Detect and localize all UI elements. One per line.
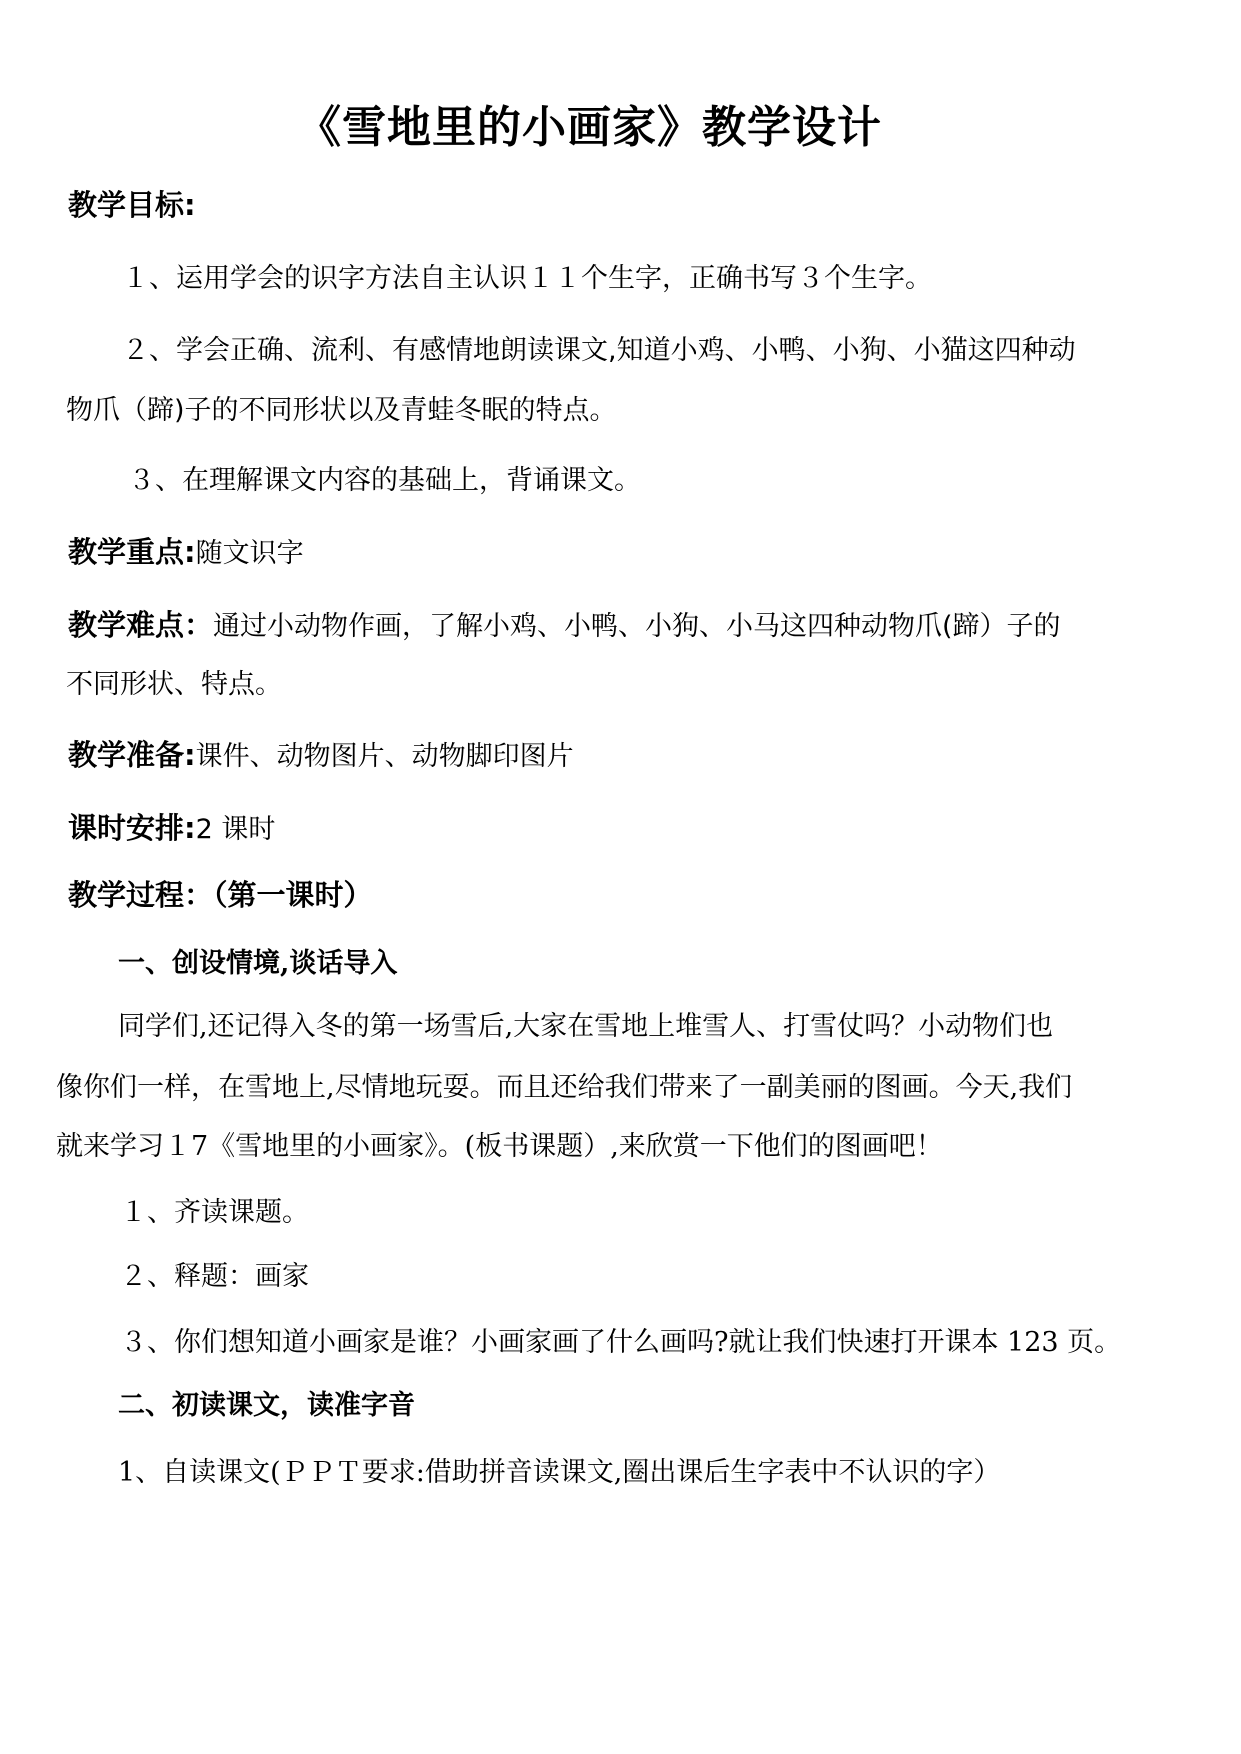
goals-heading: 教学目标: — [68, 188, 196, 222]
key-points-line — [68, 530, 304, 571]
goal-item-1: １、运用学会的识字方法自主认识１１个生字，正确书写３个生字。 — [122, 263, 932, 294]
document-title: 《雪地里的小画家》教学设计 — [297, 102, 882, 153]
difficulties-text-continued: 不同形状、特点。 — [66, 669, 282, 700]
goal-item-3: ３、在理解课文内容的基础上，背诵课文。 — [128, 465, 641, 496]
section-1-step-3: ３、你们想知道小画家是谁？小画家画了什么画吗?就让我们快速打开课本 123 页。 — [120, 1327, 1122, 1358]
section-1-title: 一、创设情境,谈话导入 — [118, 948, 398, 979]
section-1-paragraph-line-1: 同学们,还记得入冬的第一场雪后,大家在雪地上堆雪人、打雪仗吗？小动物们也 — [118, 1011, 1054, 1042]
key-points-label: 教学重点: — [68, 535, 196, 569]
section-1-paragraph-line-2: 像你们一样，在雪地上,尽情地玩耍。而且还给我们带来了一副美丽的图画。今天,我们 — [56, 1072, 1073, 1103]
section-2-step-1: 1、自读课文(ＰＰＴ要求:借助拼音读课文,圈出课后生字表中不认识的字） — [118, 1457, 1001, 1488]
preparation-line — [68, 733, 574, 774]
schedule-label: 课时安排: — [68, 811, 196, 845]
schedule-line — [68, 806, 275, 847]
schedule-text: 2 课时 — [195, 814, 276, 845]
difficulties-label: 教学难点： — [68, 608, 214, 642]
preparation-label: 教学准备: — [68, 738, 196, 772]
section-2-title: 二、初读课文，读准字音 — [118, 1390, 415, 1421]
goal-item-2-continued: 物爪（蹄)子的不同形状以及青蛙冬眠的特点。 — [66, 395, 617, 426]
difficulties-text: 通过小动物作画，了解小鸡、小鸭、小狗、小马这四种动物爪(蹄）子的 — [213, 611, 1061, 642]
preparation-text: 课件、动物图片、动物脚印图片 — [195, 741, 574, 772]
goal-item-2: ２、学会正确、流利、有感情地朗读课文,知道小鸡、小鸭、小狗、小猫这四种动 — [122, 335, 1076, 366]
section-1-step-2: ２、释题：画家 — [120, 1261, 309, 1292]
key-points-text: 随文识字 — [195, 538, 304, 569]
difficulties-line — [68, 603, 1061, 644]
section-1-step-1: １、齐读课题。 — [120, 1197, 309, 1228]
process-heading: 教学过程：（第一课时） — [68, 878, 373, 912]
section-1-paragraph-line-3: 就来学习１7《雪地里的小画家》。(板书课题）,来欣赏一下他们的图画吧！ — [56, 1131, 943, 1162]
